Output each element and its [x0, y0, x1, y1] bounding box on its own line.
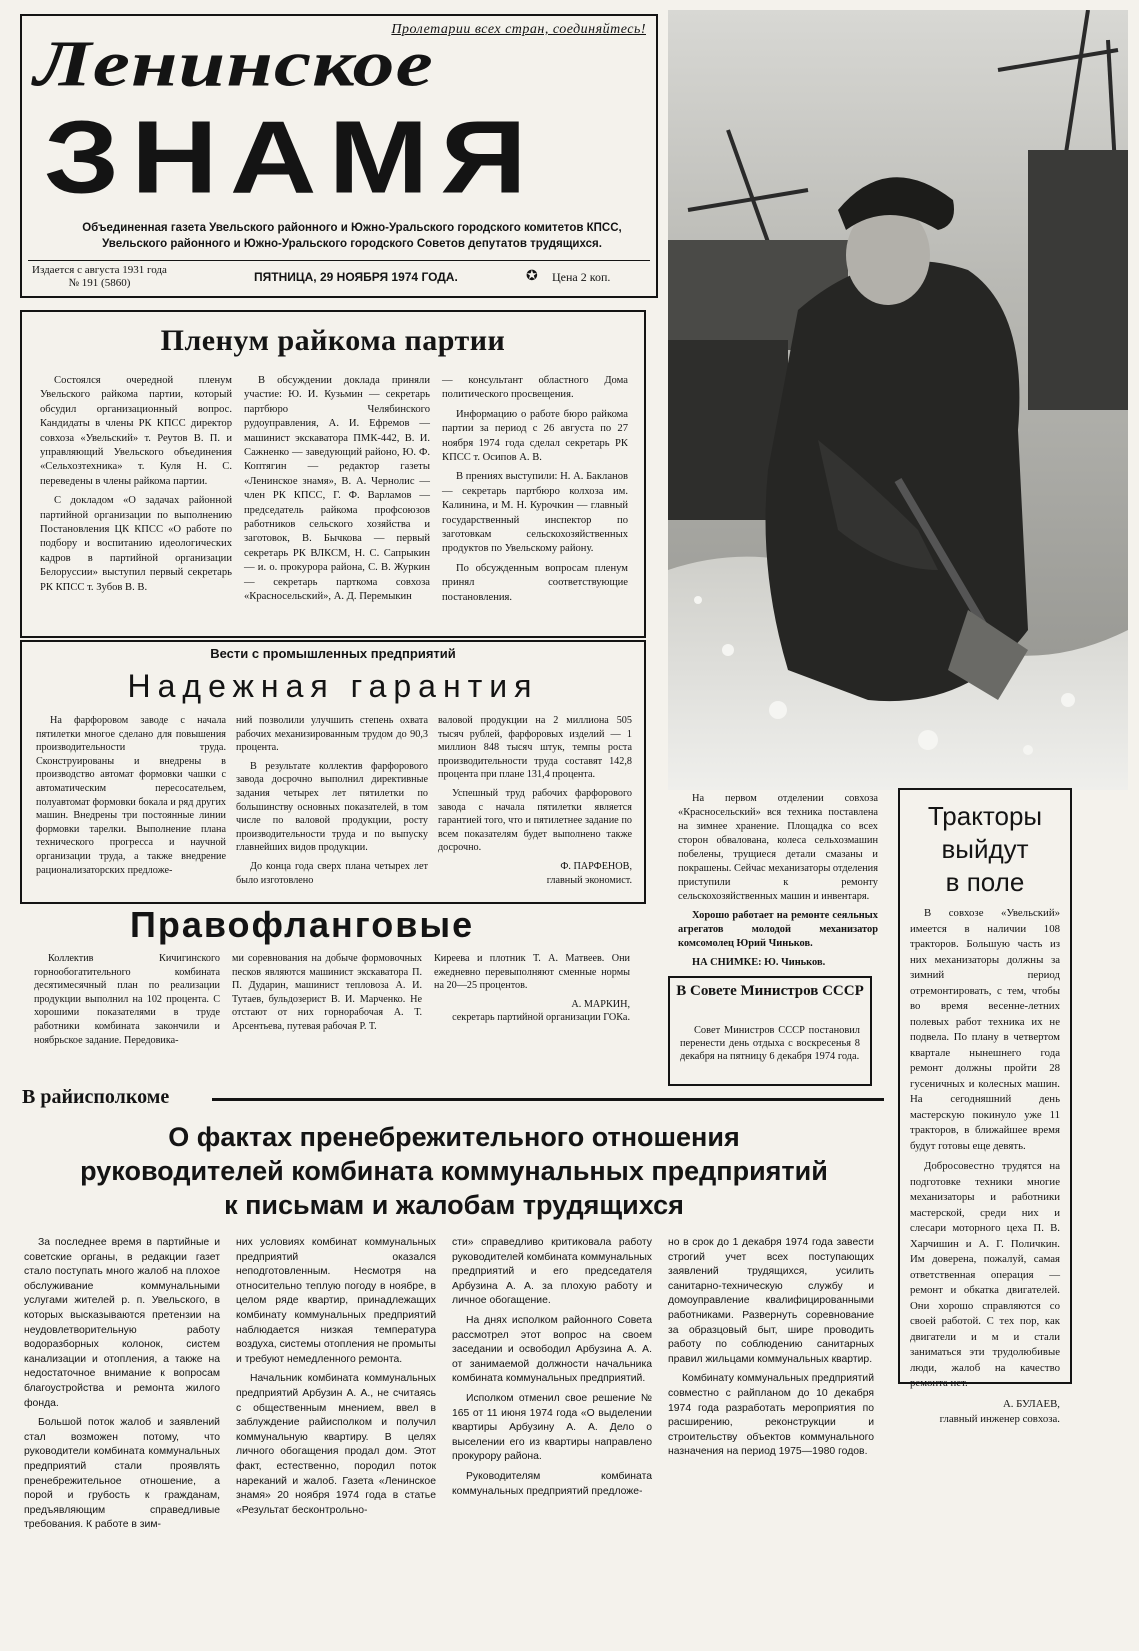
paragraph: Киреева и плотник Т. А. Матвеев. Они ежедневно перевыполняют сменные нормы на 20—25 процентов.	[434, 953, 630, 992]
ispolkom-headline	[24, 1120, 884, 1222]
headline-line-2: руководителей комбината коммунальных предприятий	[80, 1156, 828, 1186]
ispolkom-col-1	[24, 1236, 220, 1538]
vesti-col-3	[438, 714, 632, 887]
signature-role: главный инженер совхоза.	[939, 1413, 1060, 1425]
council-of-ministers-notice	[668, 976, 872, 1086]
main-photo	[668, 10, 1128, 790]
paragraph: Состоялся очередной пленум Увельского райкома партии, который обсудил организационный вопрос. Кандидаты в члены РК КПСС директор совхоза «Увельский» т. Реутов В. П. и управляющий Увельского объединения «Сельхозтехника» т. Куля Н. С. переведены в члены райкома партии.	[40, 375, 232, 487]
paragraph: В совхозе «Увельский» имеется в наличии 108 тракторов. Большую часть из них механизаторы должны за зимний период отремонтировать, с тем, чтобы во время весенне-летних полевых работ техника их не подвела. По плану в четвертом квартале нынешнего года ремонт должны пройти 28 гусеничных и колесных машин. На сегодняшний день мастерскую покинуло уже 11 тракторов, в ближайшее время будут готовы еще девять.	[910, 907, 1060, 1152]
vesti-col-2	[236, 714, 428, 892]
paragraph: На днях исполком районного Совета рассмотрел этот вопрос на своем заседании и освободил Арбузина А. А. от занимаемой должности начальника комбината коммунальных предприятий.	[452, 1314, 652, 1385]
paragraph: Исполком отменил свое решение № 165 от 11 июня 1974 года «О выделении квартиры Арбузину А. А. Дело о выселении его из квартиры направлено прокурору района.	[452, 1392, 652, 1463]
masthead-subtitle	[52, 220, 652, 252]
tractors-article	[898, 788, 1072, 1425]
paragraph: В результате коллектив фарфорового завода досрочно выполнил директивные задания четырех лет пятилетки по большинству основных показателей, в том числе по валовой продукции, росту производительности труда и по выпуску главнейших видов продукции.	[236, 760, 428, 854]
signature: А. МАРКИН,	[571, 998, 630, 1010]
paragraph: В прениях выступили: Н. А. Бакланов — секретарь партбюро колхоза им. Калинина, и М. Н. Курочкин — главный государственный инспектор по заготовкам сельскохозяйственных продуктов по Увельскому району.	[442, 471, 628, 555]
notice-title: В Совете Министров СССР	[676, 983, 864, 999]
notice-text	[680, 1024, 860, 1069]
prav-col-2	[232, 952, 422, 1039]
order-of-honor-icon: ✪	[526, 269, 538, 284]
masthead-divider	[28, 260, 650, 261]
section-rubric: В райисполкоме	[22, 1086, 170, 1108]
subtitle-line-2: Увельского районного и Южно-Уральского городского Советов депутатов трудящихся.	[102, 238, 602, 250]
issue-number: № 191 (5860)	[68, 277, 131, 289]
paragraph: сти» справедливо критиковала работу руководителей комбината коммунальных предприятий и его председателя Арбузина А. А. за плохую работу и личное обогащение.	[452, 1237, 652, 1307]
title-line-2: выйдут	[941, 834, 1029, 864]
paragraph: ний позволили улучшить степень охвата рабочих механизированным трудом до 90,3 процента.	[236, 715, 428, 754]
signature-role: секретарь партийной организации ГОКа.	[452, 1012, 630, 1024]
paragraph: Успешный труд рабочих фарфорового завода с начала пятилетки является гарантией того, что и пятилетнее задание по всем показателям будет выполнено также досрочно.	[438, 787, 632, 854]
newspaper-name-line2: ЗНАМЯ	[44, 99, 539, 215]
signature: Ф. ПАРФЕНОВ,	[560, 860, 632, 872]
title-line-3: в поле	[945, 867, 1025, 897]
paragraph: Добросовестно трудятся на подготовке техники многие механизаторы и работники мастерской, среди них и слесари моторного цеха П. В. Харчишин и А. Г. Поличкин. Им доверена, пожалуй, самая ответственная операция — ремонт и обкатка двигателей. Они хорошо справляются со своей работой. С тех пор, как двигатели и м и стали заниматься эти трудолюбивые люди, жалоб на качество ремонта нет.	[910, 1160, 1060, 1389]
paragraph: валовой продукции на 2 миллиона 505 тысяч рублей, фарфоровых изделий — 1 миллион 848 тысяч штук, темпы роста производительности труда составят 142,8 процента при плане 131,4 процента.	[438, 715, 632, 781]
headline-line-1: О фактах пренебрежительного отношения	[168, 1122, 740, 1152]
prav-col-3	[434, 952, 630, 1025]
masthead	[20, 14, 658, 298]
photo-caption	[678, 792, 878, 975]
rubric-rule	[212, 1098, 884, 1101]
signature-role: главный экономист.	[546, 874, 632, 886]
paragraph: С докладом «О задачах районной партийной организации по выполнению Постановления ЦК КПСС «О работе по подбору и воспитанию идеологических кадров в партийной организации Белоруссии» выступил первый секретарь РК КПСС т. Зубов В. В.	[40, 495, 232, 593]
plenum-article	[20, 310, 646, 638]
paragraph: но в срок до 1 декабря 1974 года завести строгий учет всех поступающих заявлений трудящихся, усилить санитарно-техническую службу и домоуправление квалифицированными работниками. Развернуть соревнование за образцовый быт, шире проводить работу по соблюдению санитарных правил жильцами коммунальных квартир.	[668, 1237, 874, 1365]
signature: А. БУЛАЕВ,	[1002, 1397, 1060, 1410]
section-kicker: Вести с промышленных предприятий	[210, 646, 456, 661]
ispolkom-col-3	[452, 1236, 652, 1504]
paragraph: По обсужденным вопросам пленум принял соответствующие постановления.	[442, 562, 628, 603]
paragraph: Коллектив Кичигинского горнообогатительного комбината десятимесячный план по реализации продукции выполнил на 102 процента. С хорошими показателями в труде работники комбината закончили и ноябрьское задание. Передовика-	[34, 953, 220, 1046]
paragraph: Совет Министров СССР постановил перенести день отдыха с воскресенья 8 декабря на пятницу 6 декабря 1974 года.	[680, 1025, 860, 1063]
plenum-col-3	[442, 374, 628, 610]
plenum-title: Пленум райкома партии	[160, 324, 506, 357]
ispolkom-col-2	[236, 1236, 436, 1523]
paragraph: Начальник комбината коммунальных предприятий Арбузин А. А., не считаясь с общественным мнением, ввел в заблуждение райисполком и получил коммунальную квартиру. В целях личного обогащения продал дом. Этот факт, естественно, породил поток нареканий и жалоб. Газета «Ленинское знамя» 20 ноября 1974 года в статье «Результат бесконтрольно-	[236, 1373, 436, 1516]
paragraph: Комбинату коммунальных предприятий совместно с райпланом до 10 декабря 1974 года разработать мероприятия по расширению, реконструкции и строительству объектов коммунального назначения на период 1975—1980 годов.	[668, 1373, 874, 1458]
tractors-body	[910, 906, 1060, 1428]
caption-text-2: Хорошо работает на ремонте сеяльных агрегатов молодой механизатор комсомолец Юрий Чиньков.	[678, 910, 878, 949]
photo-credit: НА СНИМКЕ: Ю. Чиньков.	[692, 957, 826, 968]
paragraph: До конца года сверх плана четырех лет было изготовлено	[236, 860, 428, 886]
paragraph: За последнее время в партийные и советские органы, в редакции газет стало поступать много жалоб на плохое обслуживание коммунальными услугами жителей р. п. Увельского, в которых высказываются претензии на неудовлетворительную работу водоразборных колонок, систем канализации и отопления, а также на недостаточное внимание к вопросам благоустройства и ремонта жилого фонда.	[24, 1237, 220, 1409]
article-title-pravoflangovye: Правофланговые	[130, 904, 475, 945]
industry-news-article	[20, 640, 646, 904]
since-line: Издается с августа 1931 года	[32, 264, 167, 276]
photo-illustration	[668, 10, 1128, 790]
paragraph: Руководителям комбината коммунальных предприятий предложе-	[452, 1470, 652, 1497]
tractors-title	[900, 800, 1070, 899]
paragraph: В обсуждении доклада приняли участие: Ю. И. Кузьмин — секретарь партбюро Челябинского рудоуправления, А. И. Ефремов — машинист экскаватора ПМК-442, В. И. Сажненко — заведующий районо, Ю. Ф. Коптягин — редактор газеты «Ленинское знамя», В. А. Чернолис — член РК КПСС, Г. Ф. Варламов — председатель райкома профсоюзов работников сельского хозяйства и заготовок, В. Бычкова — первый секретарь РК ВЛКСМ, Н. С. Сапрыкин — и. о. прокурора района, С. В. Журкин — секретарь парткома совхоза «Красносельский», А. Д. Перемыкин	[244, 375, 430, 603]
paragraph: — консультант областного Дома политического просвещения.	[442, 375, 628, 401]
issue-date: ПЯТНИЦА, 29 НОЯБРЯ 1974 ГОДА.	[254, 270, 458, 284]
since-info	[32, 264, 167, 290]
price: Цена 2 коп.	[552, 270, 611, 284]
title-line-1: Тракторы	[927, 801, 1043, 831]
paragraph: Информацию о работе бюро райкома партии за период с 26 августа по 27 ноября 1974 года сделал секретарь РК КПСС т. Осипов А. В.	[442, 408, 628, 464]
subtitle-line-1: Объединенная газета Увельского районного и Южно-Уральского городского комитетов КПСС,	[82, 222, 622, 234]
paragraph: них условиях комбинат коммунальных предприятий оказался неподготовленным. Несмотря на относительно теплую погоду в ноябре, в целом ряде квартир, принадлежащих комбинату коммунальных предприятий наблюдается низкая температура воздуха, системы отопления не промыты и требуют немедленного ремонта.	[236, 1237, 436, 1365]
headline-line-3: к письмам и жалобам трудящихся	[224, 1190, 684, 1220]
motto: Пролетарии всех стран, соединяйтесь!	[391, 22, 646, 37]
paragraph: ми соревнования на добыче формовочных песков являются машинист экскаватора П. П. Дударин, машинист тепловоза А. И. Тутаев, бульдозерист В. И. Марченко. Не отстают от них горнорабочая А. Т. Арсентьева, путевая рабочая Р. Т.	[232, 953, 422, 1032]
paragraph: Большой поток жалоб и заявлений стал возможен потому, что руководители комбината коммунальных предприятий стали проявлять пренебрежительное отношение, а порой и грубость к гражданам, предъявляющим справедливые требования. К работе в зим-	[24, 1417, 220, 1531]
caption-text: На первом отделении совхоза «Красносельский» вся техника поставлена на зимнее хранение. Площадка со всех сторон обвалована, колеса сельхозмашин побелены, трущиеся детали смазаны и покрашены. Сейчас механизаторы отделения приступили к ремонту сельскохозяйственных машин и инвентаря.	[678, 793, 878, 902]
plenum-col-2	[244, 374, 430, 610]
paragraph: На фарфоровом заводе с начала пятилетки многое сделано для повышения производительности труда. Сконструированы и внедрены в производство автомат формовки чашки с автоматическим пересосательем, полуавтомат формовки бокала и ряд других машин. Внедрены три постоянные линии формовки тарелки. Выполнение плана технического прогресса и научной организации труда, а также внедрение рационализаторских предложе-	[36, 715, 226, 876]
prav-col-1	[34, 952, 220, 1052]
vesti-col-1	[36, 714, 226, 882]
ispolkom-col-4	[668, 1236, 874, 1465]
newspaper-name-line1: Ленинское	[34, 27, 434, 101]
article-title: Надежная гарантия	[127, 668, 539, 704]
plenum-col-1	[40, 374, 232, 600]
